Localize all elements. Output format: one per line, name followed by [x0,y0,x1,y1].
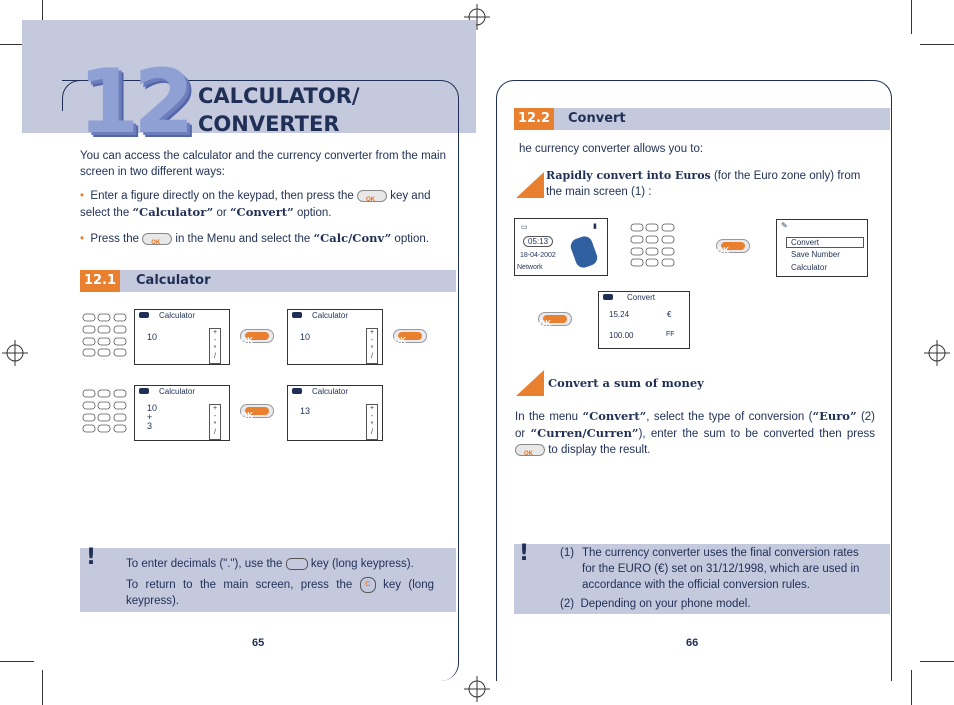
bullet-triangle-icon [516,370,544,396]
registration-mark-left [2,340,28,366]
calculator-icon [292,312,302,318]
battery-icon: ▭ [521,224,528,231]
ok-key-icon: OK [240,404,274,418]
ok-key-icon: OK [240,329,274,343]
menu-screen [776,219,868,277]
warning-icon: ! [86,545,97,570]
operator-column: + - * / [366,404,378,440]
right-item-1: Rapidly convert into Euros (for the Euro zone only) from the main screen (1) : [546,169,861,198]
footnote-2: (2) Depending on your phone model. [560,598,751,610]
calculator-icon [292,388,302,394]
ok-key-icon: OK [393,329,427,343]
menu-item-save-number[interactable]: Save Number [791,250,840,259]
convert-icon [603,294,613,300]
operator-column: + - * / [366,328,378,364]
clear-key-icon: C [360,577,376,593]
right-convert-paragraph: In the menu “Convert”, select the type of conversion (“Euro” (2) or “Curren/Curren”), enter the sum to be converted then press OK to display the result. [515,409,876,457]
warning-icon: ! [519,541,530,566]
calculator-screen-2: Calculator 10 + - * / [287,309,383,365]
chapter-title: CALCULATOR/ CONVERTER [198,84,360,136]
calculator-icon [139,388,149,394]
calculator-screen-3: Calculator 10 + 3 + - * / [134,385,230,441]
note-return: To return to the main screen, press the C key (long keypress). [126,577,434,609]
keypad-icon [82,388,128,438]
section-number-12-2: 12.2 [514,108,554,130]
signal-icon: ▮ [593,223,597,230]
section-title-convert: Convert [568,111,626,126]
keypad-icon [82,312,128,362]
ok-key-icon: OK [142,233,172,245]
section-title-calculator: Calculator [136,273,211,288]
footnote-1: (1) The currency converter uses the final conversion rates for the EURO (€) set on 31/12/1998, which are used in accordance with the official conversion rules. [560,547,860,591]
page-number-right: 66 [686,637,699,649]
calculator-screen-1: Calculator 10 + - * / [134,309,230,365]
registration-mark-bottom [464,676,490,702]
registration-mark-right [924,340,950,366]
operator-column: + - * / [209,328,221,364]
right-intro: he currency converter allows you to: [519,143,704,155]
ok-key-icon: OK [357,190,387,202]
ok-key-icon: OK [515,444,545,456]
menu-item-convert[interactable]: Convert [786,237,864,248]
note-decimals: To enter decimals ("."), use the key (long keypress). [126,558,414,570]
convert-screen: Convert 15.24 € 100.00 FF [598,291,690,349]
menu-icon: ✎ [781,221,788,230]
bullet-triangle-icon [516,172,544,198]
ok-key-icon: OK [716,239,750,253]
wallpaper-icon [569,234,600,270]
decimal-key-icon [286,558,308,570]
left-intro: You can access the calculator and the currency converter from the main screen in two different ways: [80,150,446,178]
keypad-icon [630,222,676,272]
ok-key-icon: OK [538,312,572,326]
calculator-screen-4: Calculator 13 + - * / [287,385,383,441]
operator-column: + - * / [209,404,221,440]
right-item-2-title: Convert a sum of money [548,376,704,390]
left-bullet-1: • Enter a figure directly on the keypad, then press the OK key and select the “Calculator” or “Convert” option. [80,190,431,219]
idle-screen: ▭ ▮ 05:13 18-04-2002 Network [514,218,608,276]
menu-item-calculator[interactable]: Calculator [791,263,828,272]
chapter-number: 12 [78,50,189,153]
page-number-left: 65 [252,637,265,649]
section-number-12-1: 12.1 [80,270,120,292]
left-bullet-2: • Press the OK in the Menu and select the “Calc/Conv” option. [80,231,429,246]
calculator-icon [139,312,149,318]
